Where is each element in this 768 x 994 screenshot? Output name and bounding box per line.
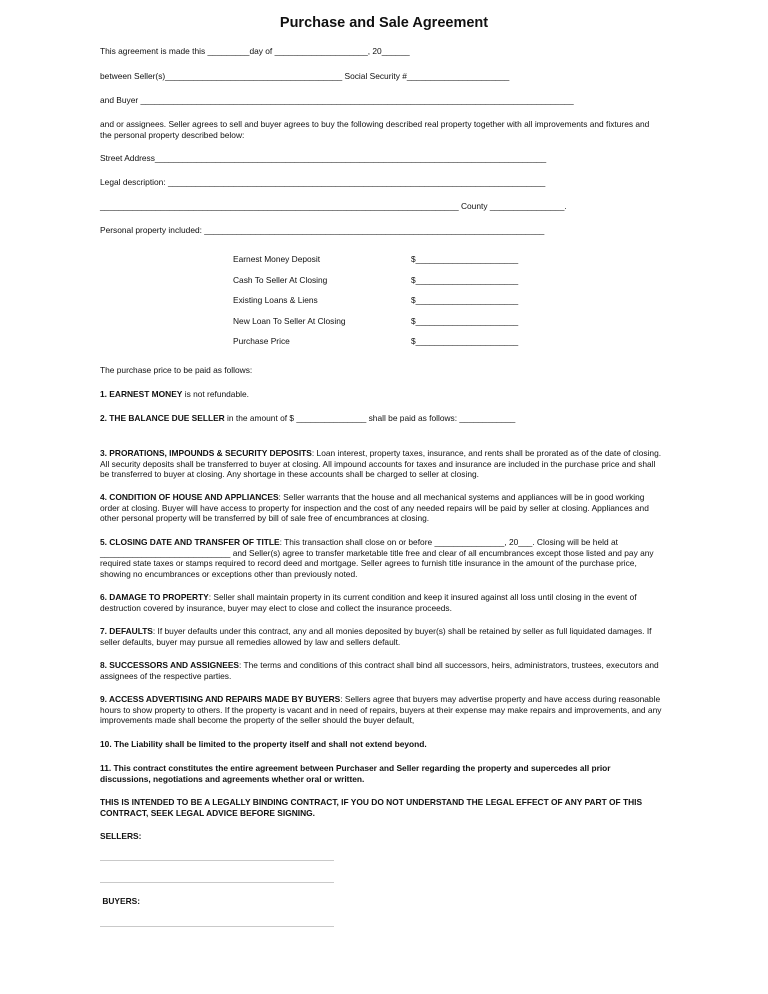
money-row-field: $______________________ (411, 316, 519, 326)
seller-signature-line[interactable] (100, 860, 334, 861)
money-row-field: $______________________ (411, 275, 519, 285)
clause-heading: 11. This contract constitutes the entire agreement between Purchaser and Seller regarding the property and supercedes all prior discussions, negotiations and agreements whether oral or written. (100, 763, 611, 784)
buyer-signature-line[interactable] (100, 926, 334, 927)
clause-body: : The terms and conditions of this contract shall bind all successors, heirs, administrators, trustees, executors and assignees of the respective parties. (100, 660, 659, 681)
assignees-paragraph: and or assignees. Seller agrees to sell and buyer agrees to buy the following described real property together with all improvements and fixtures and the personal property described below: (100, 119, 650, 140)
clause-heading: 6. DAMAGE TO PROPERTY (100, 592, 209, 602)
agreement-date-line: This agreement is made this _________day of ____________________, 20______ (100, 46, 410, 56)
clause-body: in the amount of $ _______________ shall be paid as follows: ____________ (224, 413, 516, 423)
money-row-label: Cash To Seller At Closing (233, 275, 328, 285)
payment-intro: The purchase price to be paid as follows: (100, 365, 253, 375)
clause-9 (100, 694, 662, 726)
buyers-label: BUYERS: (100, 896, 141, 906)
clause-5 (100, 537, 662, 579)
legal-description-line: Legal description: _________________________________________________________________________________ (100, 177, 546, 187)
buyer-line: and Buyer _____________________________________________________________________________________________ (100, 95, 574, 105)
clause-4 (100, 492, 662, 524)
clause-heading: 7. DEFAULTS (100, 626, 153, 636)
clause-body: : This transaction shall close on or before _______________, 20___. Closing will be held at ____________________________ and Seller(s) agree to transfer marketable title free and clear of all encumbrances except those listed and pay any required state taxes or stamps required to record deed and mortgage. Seller agrees to furnish title insurance in the amount of the purchase price, showing no encumbrances or exceptions other than previously noted. (100, 537, 654, 579)
clause-heading: 4. CONDITION OF HOUSE AND APPLIANCES (100, 492, 279, 502)
money-row-label: Purchase Price (233, 336, 290, 346)
personal-property-line: Personal property included: _________________________________________________________________________ (100, 225, 545, 235)
clause-1 (100, 389, 662, 400)
clause-heading: 2. THE BALANCE DUE SELLER (100, 413, 225, 423)
clause-10 (100, 739, 662, 750)
clause-heading: 5. CLOSING DATE AND TRANSFER OF TITLE (100, 537, 280, 547)
clause-body: : Sellers agree that buyers may advertise property and have access during reasonable hours to show property to others. If the property is vacant and in need of repairs, buyers at their expense may make repairs and improvements, and any improvements made shall become the property of the seller should the buyer default, (100, 694, 662, 726)
clause-2 (100, 413, 662, 424)
clause-heading: 3. PRORATIONS, IMPOUNDS & SECURITY DEPOSITS (100, 448, 312, 458)
clause-6 (100, 592, 662, 613)
clause-body: : Seller shall maintain property in its current condition and keep it insured against all loss until closing in the event of destruction covered by insurance, buyer may elect to close and collect the insurance proceeds. (100, 592, 637, 613)
clause-7 (100, 626, 662, 647)
money-row-label: Existing Loans & Liens (233, 295, 318, 305)
street-address-line: Street Address____________________________________________________________________________________ (100, 153, 547, 163)
clause-heading: 8. SUCCESSORS AND ASSIGNEES (100, 660, 239, 670)
clause-body: is not refundable. (182, 389, 249, 399)
clause-heading: 10. The Liability shall be limited to the property itself and shall not extend beyond. (100, 739, 427, 749)
sellers-label: SELLERS: (100, 831, 142, 841)
money-row-field: $______________________ (411, 254, 519, 264)
clause-body: : Seller warrants that the house and all mechanical systems and appliances will be in good working order at closing. Buyer will have access to property for inspection and the cost of any needed repairs will be paid by seller at closing. Appliances and other personal property will be transferred by bill of sale free of encumbrances at closing. (100, 492, 649, 524)
clause-heading: 9. ACCESS ADVERTISING AND REPAIRS MADE BY BUYERS (100, 694, 341, 704)
money-row-field: $______________________ (411, 336, 519, 346)
clause-body: : Loan interest, property taxes, insurance, and rents shall be prorated as of the date of closing. All security deposits shall be transferred to buyer at closing. All impound accounts for taxes and insurance are included in the purchase price and shall be transferred to buyer at closing. Any shortage in these accounts shall be charged to seller at closing. (100, 448, 662, 480)
clause-3 (100, 448, 662, 480)
money-row-label: Earnest Money Deposit (233, 254, 321, 264)
money-row-field: $______________________ (411, 295, 519, 305)
sellers-line: between Seller(s)______________________________________ Social Security #______________________ (100, 71, 510, 81)
document-title: Purchase and Sale Agreement (279, 15, 489, 31)
legal-warning: THIS IS INTENDED TO BE A LEGALLY BINDING CONTRACT, IF YOU DO NOT UNDERSTAND THE LEGAL EFFECT OF ANY PART OF THIS CONTRACT, SEEK LEGAL ADVICE BEFORE SIGNING. (100, 797, 643, 818)
money-row-label: New Loan To Seller At Closing (233, 316, 346, 326)
county-line: _____________________________________________________________________________ County ________________. (100, 201, 567, 211)
clause-body: : If buyer defaults under this contract, any and all monies deposited by buyer(s) shall be retained by seller as full liquidated damages. If seller defaults, buyer may pursue all remedies allowed by law and sellers default. (100, 626, 652, 647)
seller-signature-line[interactable] (100, 882, 334, 883)
clause-heading: 1. EARNEST MONEY (100, 389, 183, 399)
clause-8 (100, 660, 662, 681)
clause-11 (100, 763, 662, 784)
